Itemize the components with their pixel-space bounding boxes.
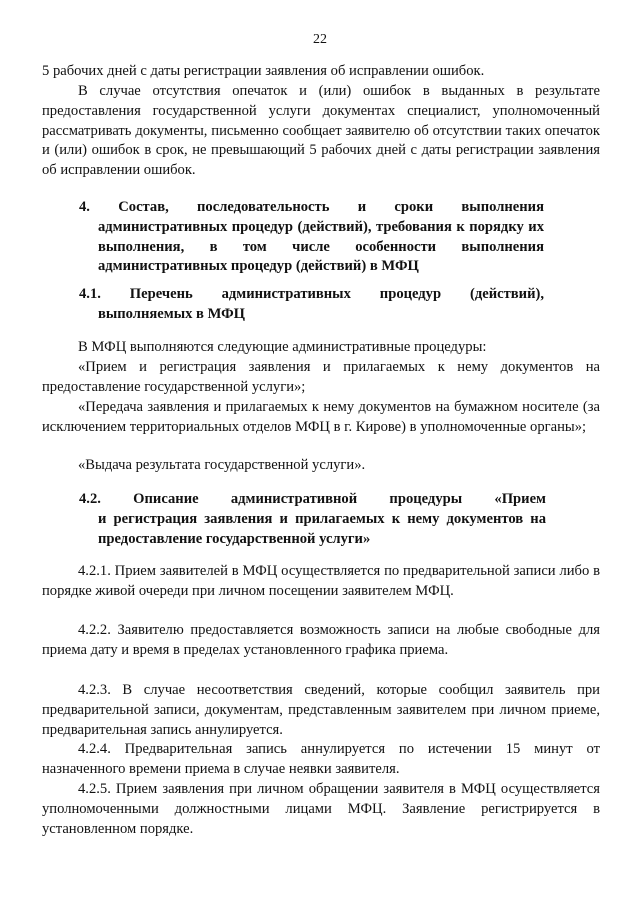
section-4-2-heading	[79, 490, 546, 549]
section-4-1-intro: В МФЦ выполняются следующие административные процедуры:	[78, 339, 487, 355]
clause-4-2-2: 4.2.2. Заявителю предоставляется возможность записи на любые свободные для приема дату и время в пределах установленного графика приема.	[42, 622, 600, 658]
paragraph-deadline-end: 5 рабочих дней с даты регистрации заявления об исправлении ошибок.	[42, 63, 485, 79]
section-4-1-heading	[79, 285, 544, 325]
procedure-item-1: «Прием и регистрация заявления и прилагаемых к нему документов на предоставление государственной услуги»;	[42, 359, 600, 395]
clause-4-2-1: 4.2.1. Прием заявителей в МФЦ осуществляется по предварительной записи либо в порядке живой очереди при личном посещении заявителем МФЦ.	[42, 563, 600, 599]
section-4-1-heading-rest: выполняемых в МФЦ	[98, 305, 246, 322]
clause-4-2-5: 4.2.5. Прием заявления при личном обращении заявителя в МФЦ осуществляется уполномоченными должностными лицами МФЦ. Заявление регистрируется в установленном порядке.	[42, 781, 600, 837]
page-number: 22	[313, 32, 327, 47]
section-4-heading-line1: 4. Состав, последовательность и сроки выполнения	[79, 199, 544, 215]
procedure-item-2: «Передача заявления и прилагаемых к нему документов на бумажном носителе (за исключением территориальных отделов МФЦ в г. Кирове) в уполномоченные органы»;	[42, 399, 600, 435]
section-4-2-heading-line1: 4.2. Описание административной процедуры «Прием	[79, 491, 546, 507]
clause-4-2-3: 4.2.3. В случае несоответствия сведений, которые сообщил заявитель при предварительной записи, документам, представленным заявителем при личном приеме, предварительная запись аннулируется.	[42, 682, 600, 738]
section-4-heading	[79, 198, 544, 277]
section-4-heading-rest: административных процедур (действий), требования к порядку их выполнения, в том числе особенности выполнения административных процедур (действий) в МФЦ	[98, 218, 544, 275]
section-4-1-heading-line1: 4.1. Перечень административных процедур (действий),	[79, 286, 544, 302]
paragraph-no-errors: В случае отсутствия опечаток и (или) ошибок в выданных в результате предоставления государственной услуги документах специалист, уполномоченный рассматривать документы, письменно сообщает заявителю об отсутствии таких опечаток и (или) ошибок в срок, не превышающий 5 рабочих дней с даты регистрации заявления об исправлении ошибок.	[42, 83, 600, 179]
procedure-item-3: «Выдача результата государственной услуги».	[78, 457, 366, 473]
clause-4-2-4: 4.2.4. Предварительная запись аннулируется по истечении 15 минут от назначенного времени приема в случае неявки заявителя.	[42, 741, 600, 777]
section-4-2-heading-rest: и регистрация заявления и прилагаемых к нему документов на предоставление государственной услуги»	[98, 510, 546, 547]
